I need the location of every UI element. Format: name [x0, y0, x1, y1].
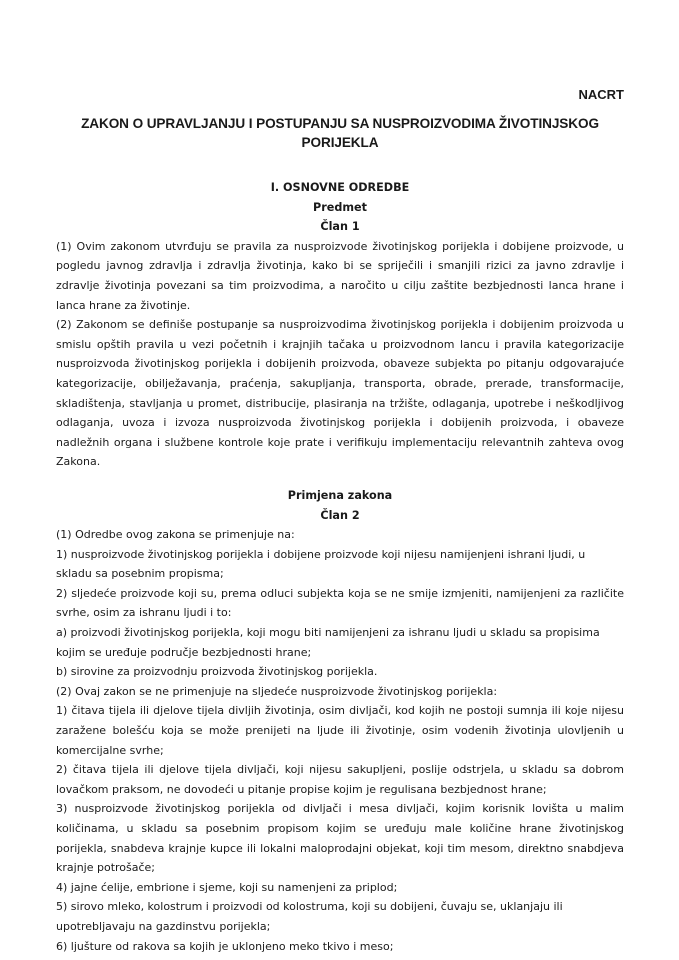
- list-item: 5) sirovo mleko, kolostrum i proizvodi od kolostruma, koji su dobijeni, čuvaju se, uklanjaju ili upotrebljavaju na gazdinstvu porijekla;: [56, 900, 563, 933]
- list-item: 4) jajne ćelije, embrione i sjeme, koji su namenjeni za priplod;: [56, 880, 398, 894]
- draft-label: NACRT: [578, 87, 624, 102]
- law-title-line-1: ZAKON O UPRAVLJANJU I POSTUPANJU SA NUSPROIZVODIMA ŽIVOTINJSKOG: [81, 116, 599, 131]
- list-item: 6) ljušture od rakova sa kojih je uklonjeno meko tkivo i meso;: [56, 939, 394, 953]
- law-title: [56, 114, 624, 152]
- article-number: Član 1: [320, 220, 360, 234]
- list-item: 3) nusproizvode životinjskog porijekla od divljači i mesa divljači, kojim korisnik lovišta u malim količinama, u skladu sa posebnim propisom kojim se uređuju male količine hrane životinjskog porijekla, snabdeva krajnje kupce ili lokalni maloprodajni objekat, koji tim mesom, direktno snabdjeva krajnje potrošače;: [56, 802, 624, 875]
- list-item: b) sirovine za proizvodnju proizvoda životinjskog porijekla.: [56, 665, 378, 679]
- list-item: 1) čitava tijela ili djelove tijela divljih životinja, osim divljači, kod kojih ne postoji sumnja ili koje nijesu zaražene bolešću koja se može prenijeti na ljude ili životinje, osim vodenih životinja ulovljenih u komercijalne svrhe;: [56, 704, 624, 757]
- chapter-heading: I. OSNOVNE ODREDBE: [270, 181, 410, 194]
- paragraph: (1) Ovim zakonom utvrđuju se pravila za nusproizvode životinjskog porijekla i dobijene proizvode, u pogledu javnog zdravlja i zdravlja životinja, kako bi se spriječili i smanjili rizici za javno zdravlje i zdravlje životinja povezani sa tim proizvodima, a naročito u cilju zaštite bezbjednosti lanca hrane i lanca hrane za životinje.: [56, 239, 624, 312]
- article-subject: Primjena zakona: [287, 488, 393, 502]
- list-item: a) proizvodi životinjskog porijekla, koji mogu biti namijenjeni za ishranu ljudi u skladu sa propisima kojim se uređuje područje bezbjednosti hrane;: [56, 626, 600, 659]
- article-number: Član 2: [320, 508, 360, 522]
- article-subject: Predmet: [313, 200, 367, 214]
- list-item: 2) čitava tijela ili djelove tijela divljači, koji nijesu sakupljeni, poslije odstrjela, u skladu sa dobrom lovačkom praksom, ne dovodeći u pitanje propise kojim je regulisana bezbjednost hrane;: [56, 763, 624, 796]
- law-title-line-2: PORIJEKLA: [301, 135, 379, 150]
- list-item: 2) sljedeće proizvode koji su, prema odluci subjekta koja se ne smije izmjeniti, namijenjeni za različite svrhe, osim za ishranu ljudi i to:: [56, 586, 624, 620]
- paragraph: (1) Odredbe ovog zakona se primenjuje na:: [56, 528, 295, 542]
- article-1: [56, 198, 624, 472]
- paragraph: (2) Zakonom se definiše postupanje sa nusproizvodima životinjskog porijekla i dobijenim proizvoda u smislu opštih pravila u vezi početnih i krajnjih tačaka u proizvodnom lancu i pravila kategorizacije nusproizvoda životinjskog porijekla i dobijenih proizvoda, obaveze subjekta po pitanju odgovarajuće kategorizacije, obilježavanja, praćenja, sakupljanja, transporta, obrade, prerade, transformacije, skladištenja, stavljanja u promet, distribucije, plasiranja na tržište, odlaganja, upotrebe i neškodljivog odlaganja, uvoza i izvoza nusproizvoda životinjskog porijekla i dobijenih proizvoda, i obaveze nadležnih organa i službene kontrole koje prate i verifikuju implementaciju relevantnih zahteva ovog Zakona.: [56, 318, 624, 469]
- document-body: [56, 178, 624, 956]
- article-2: [56, 486, 624, 956]
- paragraph: (2) Ovaj zakon se ne primenjuje na sljedeće nusproizvode životinjskog porijekla:: [56, 684, 498, 698]
- list-item: 1) nusproizvode životinjskog porijekla i dobijene proizvode koji nijesu namijenjeni ishrani ljudi, u skladu sa posebnim propisma;: [56, 547, 586, 581]
